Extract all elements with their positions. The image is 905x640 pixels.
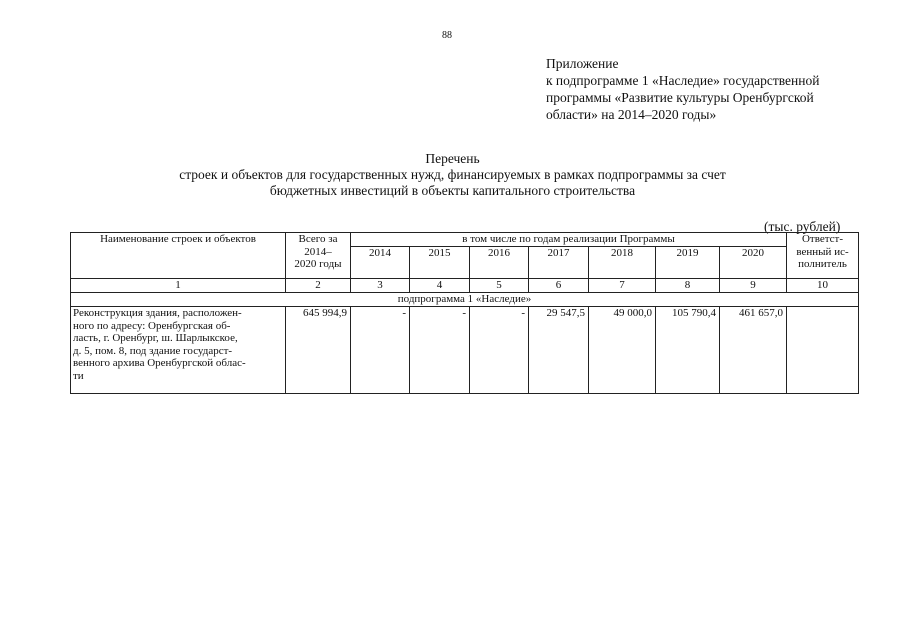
header-year: 2018: [589, 247, 656, 279]
object-name-line: Реконструкция здания, расположен-: [73, 307, 242, 319]
appendix-line: к подпрограмме 1 «Наследие» государственной: [546, 73, 820, 88]
column-number: 6: [529, 279, 589, 293]
units-label: (тыс. рублей): [764, 219, 841, 234]
header-total: [286, 233, 351, 279]
page-number: 88: [442, 30, 452, 41]
appendix-line: области» на 2014–2020 годы»: [546, 107, 717, 122]
year-value: -: [410, 307, 470, 394]
column-number: 3: [351, 279, 410, 293]
year-value: -: [351, 307, 410, 394]
appendix-line: программы «Развитие культуры Оренбургской: [546, 90, 814, 105]
column-number: 1: [71, 279, 286, 293]
header-row: [71, 233, 859, 247]
header-year: 2020: [720, 247, 787, 279]
title-heading: Перечень: [425, 151, 480, 166]
column-number: 10: [787, 279, 859, 293]
year-value: 461 657,0: [720, 307, 787, 394]
appendix-note: [546, 55, 819, 123]
object-name-line: ти: [73, 369, 84, 382]
header-years-group: в том числе по годам реализации Программы: [351, 233, 787, 247]
header-responsible-line: полнитель: [798, 258, 847, 270]
column-number: 9: [720, 279, 787, 293]
appendix-line: Приложение: [546, 56, 619, 71]
object-name: [71, 307, 286, 394]
object-name-line: ласть, г. Оренбург, ш. Шарлыкское,: [73, 332, 238, 344]
header-total-line: Всего за: [298, 233, 338, 245]
section-row: [71, 293, 859, 307]
header-year: 2015: [410, 247, 470, 279]
column-number: 8: [656, 279, 720, 293]
title-line: бюджетных инвестиций в объекты капитального строительства: [269, 183, 636, 198]
header-total-line: 2014–: [304, 245, 332, 258]
column-number: 7: [589, 279, 656, 293]
header-responsible-line: венный ис-: [796, 245, 849, 258]
header-year: 2016: [470, 247, 529, 279]
section-title: подпрограмма 1 «Наследие»: [71, 293, 859, 307]
total-value: 645 994,9: [286, 307, 351, 394]
year-value: 29 547,5: [529, 307, 589, 394]
title-line: строек и объектов для государственных нужд, финансируемых в рамках подпрограммы за счет: [179, 167, 726, 182]
year-value: 49 000,0: [589, 307, 656, 394]
header-year: 2019: [656, 247, 720, 279]
year-value: 105 790,4: [656, 307, 720, 394]
header-year: 2014: [351, 247, 410, 279]
header-year: 2017: [529, 247, 589, 279]
header-name: Наименование строек и объектов: [71, 233, 286, 279]
object-name-line: д. 5, пом. 8, под здание государст-: [73, 344, 233, 357]
header-responsible: [787, 233, 859, 279]
table-row: [71, 307, 859, 394]
year-value: -: [470, 307, 529, 394]
object-name-line: ного по адресу: Оренбургская об-: [73, 319, 231, 332]
object-name-line: венного архива Оренбургской облас-: [73, 357, 246, 369]
column-number: 4: [410, 279, 470, 293]
column-number: 2: [286, 279, 351, 293]
header-total-line: 2020 годы: [294, 258, 342, 270]
column-number-row: [71, 279, 859, 293]
column-number: 5: [470, 279, 529, 293]
document-title: [0, 151, 905, 199]
objects-table: [70, 232, 859, 394]
header-responsible-line: Ответст-: [801, 233, 844, 245]
responsible-value: [787, 307, 859, 394]
